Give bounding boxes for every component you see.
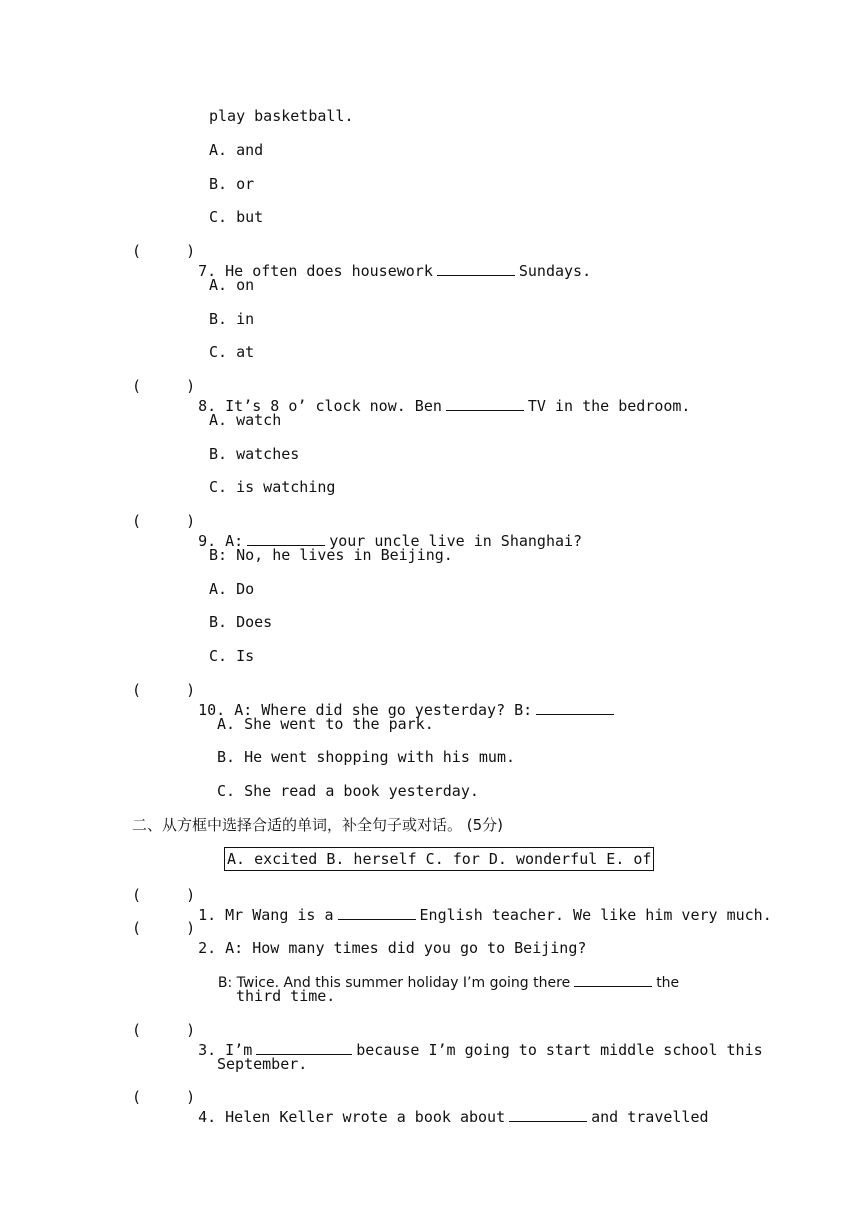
q8-stem [180, 376, 691, 415]
q9-blank [247, 531, 325, 546]
s2-q2-blank [574, 972, 652, 987]
s2-q2-number: 2. [198, 939, 217, 957]
s2-q2-line2 [209, 952, 680, 991]
q7-option-b: B. in [209, 310, 255, 328]
q10-option-b: B. He went shopping with his mum. [217, 748, 516, 766]
s2-q2-line2-post: the [656, 975, 680, 991]
q9-option-b: B. Does [209, 613, 273, 631]
s2-q2-line2-pre: B: Twice. And this summer holiday I’m going there [217, 975, 571, 991]
s2-q3-number: 3. [198, 1041, 217, 1059]
s2-q1-stem-pre: Mr Wang is a [225, 906, 334, 924]
q7-option-c: C. at [209, 343, 255, 361]
q8-stem-pre: It’s 8 o’ clock now. Ben [225, 397, 442, 415]
s2-q4-stem-pre: Helen Keller wrote a book about [225, 1108, 506, 1126]
s2-q1-stem-post: English teacher. We like him very much. [419, 906, 772, 924]
s2-q1-stem [180, 885, 772, 924]
q10-stem-pre: A: Where did she go yesterday? B: [234, 701, 533, 719]
q7-stem [180, 241, 592, 280]
s2-q2-line3: third time. [236, 987, 336, 1005]
s2-q4-blank [509, 1107, 587, 1122]
q10-option-a: A. She went to the park. [217, 715, 434, 733]
s2-q3-blank [256, 1040, 352, 1055]
q10-number: 10. [198, 701, 226, 719]
q8-answer-paren[interactable]: ( ) [132, 377, 196, 395]
s2-q1-answer-paren[interactable]: ( ) [132, 886, 196, 904]
q9-stem-pre: A: [225, 532, 244, 550]
q9-stem [180, 511, 583, 550]
q6-stem-tail: play basketball. [209, 107, 354, 125]
s2-q2-stem-pre: A: How many times did you go to Beijing? [225, 939, 587, 957]
s2-q3-stem [180, 1020, 763, 1059]
s2-q4-stem-post: and travelled [591, 1108, 709, 1126]
s2-q1-number: 1. [198, 906, 217, 924]
q7-option-a: A. on [209, 276, 255, 294]
section2-heading: 二、从方框中选择合适的单词，补全句子或对话。 (5分) [132, 816, 504, 834]
s2-q3-stem-post: because I’m going to start middle school this [356, 1041, 763, 1059]
q7-stem-pre: He often does housework [225, 262, 433, 280]
q8-stem-post: TV in the bedroom. [527, 397, 691, 415]
q7-answer-paren[interactable]: ( ) [132, 242, 196, 260]
s2-q4-stem [180, 1087, 709, 1126]
s2-q3-answer-paren[interactable]: ( ) [132, 1021, 196, 1039]
q10-option-c: C. She read a book yesterday. [217, 782, 479, 800]
s2-q3-line2: September. [217, 1055, 308, 1073]
q6-option-a: A. and [209, 141, 264, 159]
q9-option-c: C. Is [209, 647, 255, 665]
q10-answer-paren[interactable]: ( ) [132, 681, 196, 699]
q6-option-c: C. but [209, 208, 264, 226]
s2-q4-number: 4. [198, 1108, 217, 1126]
q8-option-c: C. is watching [209, 478, 336, 496]
q7-number: 7. [198, 262, 217, 280]
q10-blank [536, 700, 614, 715]
s2-q2-answer-paren[interactable]: ( ) [132, 919, 196, 937]
q8-blank [446, 396, 524, 411]
s2-q2-stem [180, 918, 587, 957]
s2-q4-answer-paren[interactable]: ( ) [132, 1088, 196, 1106]
s2-q3-stem-pre: I’m [225, 1041, 253, 1059]
q9-line2: B: No, he lives in Beijing. [209, 546, 453, 564]
word-box: A. excited B. herself C. for D. wonderful E. of [224, 847, 654, 871]
q7-stem-post: Sundays. [518, 262, 592, 280]
q9-stem-post: your uncle live in Shanghai? [329, 532, 583, 550]
q8-number: 8. [198, 397, 217, 415]
q8-option-a: A. watch [209, 411, 282, 429]
q9-answer-paren[interactable]: ( ) [132, 512, 196, 530]
q6-option-b: B. or [209, 175, 255, 193]
q9-number: 9. [198, 532, 217, 550]
q9-option-a: A. Do [209, 580, 255, 598]
q7-blank [437, 261, 515, 276]
q8-option-b: B. watches [209, 445, 300, 463]
q10-stem [180, 680, 618, 719]
